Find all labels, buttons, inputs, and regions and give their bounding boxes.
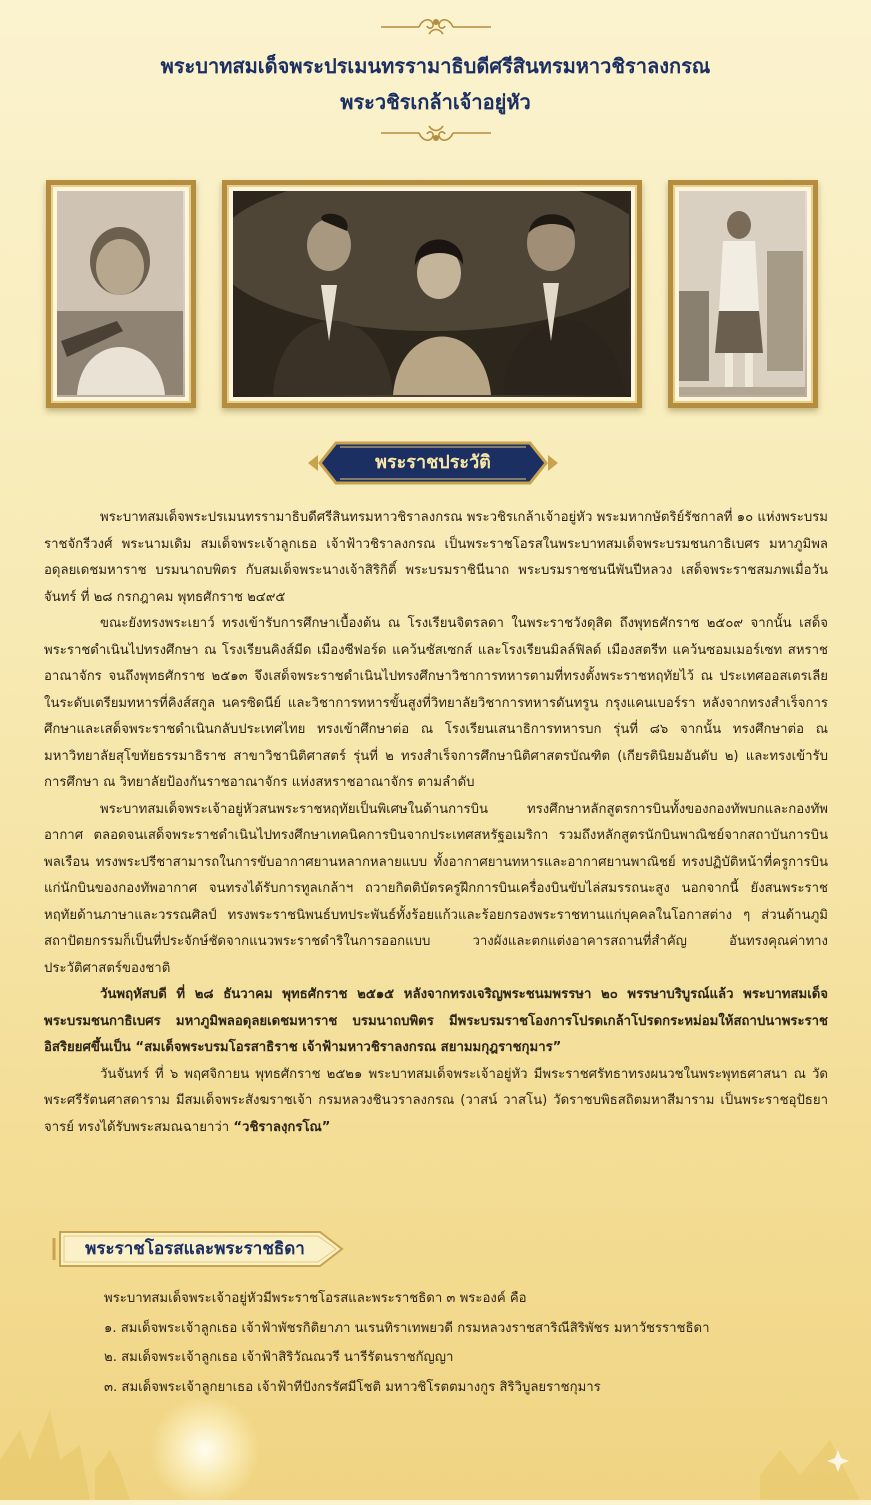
children-heading-label: พระราชโอรสและพระราชธิดา xyxy=(85,1239,305,1259)
paragraph-4-text: วันพฤหัสบดี ที่ ๒๘ ธันวาคม พุทธศักราช ๒๕๑๕ หลังจากทรงเจริญพระชนมพรรษา ๒๐ พรรษาบริบูรณ์แล้ว พระบาทสมเด็จพระบรมชนกาธิเบศร มหาภูมิพลอดุลยเดชมหาราช บรมนาถบพิตร มีพระบรมราชโองการโปรดเกล้าโปรดกระหม่อมให้สถาปนาพระราชอิสริยยศขึ้นเป็น xyxy=(44,987,828,1055)
section-heading-label: พระราชประวัติ xyxy=(375,452,491,473)
list-item: ๒. สมเด็จพระเจ้าลูกเธอ เจ้าฟ้าสิริวัณณวรี นารีรัตนราชกัญญา xyxy=(104,1350,454,1365)
children-intro: พระบาทสมเด็จพระเจ้าอยู่หัวมีพระราชโอรสและพระราชธิดา ๓ พระองค์ คือ xyxy=(104,1291,527,1306)
biography-paragraph-5 xyxy=(44,1062,828,1142)
list-item: ๓. สมเด็จพระเจ้าลูกยาเธอ เจ้าฟ้าทีปังกรรัศมีโชติ มหาวชิโรตตมางกูร สิริวิบูลยราชกุมาร xyxy=(104,1379,601,1395)
page-title-line1: พระบาทสมเด็จพระปรเมนทรรามาธิบดีศรีสินทรมหาวชิราลงกรณ xyxy=(160,54,711,78)
temple-silhouette-icon xyxy=(0,1390,871,1500)
children-list xyxy=(104,1284,824,1402)
photo-frame-childhood-portrait xyxy=(46,180,196,408)
page-title-line2: พระวชิรเกล้าเจ้าอยู่หัว xyxy=(340,90,531,114)
biography-paragraph-2: ขณะยังทรงพระเยาว์ ทรงเข้ารับการศึกษาเบื้องต้น ณ โรงเรียนจิตรลดา ในพระราชวังดุสิต ถึงพุทธศักราช ๒๕๐๙ จากนั้น เสด็จพระราชดำเนินไปทรงศึกษา ณ โรงเรียนคิงส์มีด เมืองซีฟอร์ด แคว้นซัสเซกส์ และโรงเรียนมิลล์ฟิลด์ เมืองสตรีท แคว้นซอมเมอร์เซท สหราชอาณาจักร จนถึงพุทธศักราช ๒๕๑๓ จึงเสด็จพระราชดำเนินไปทรงศึกษาวิชาการทหารตามที่ทรงตั้งพระราชหฤทัยไว้ ณ ประเทศออสเตรเลีย ในระดับเตรียมทหารที่คิงส์สกูล นครซิดนีย์ และวิชาการทหารขั้นสูงที่วิทยาลัยวิชาการทหารดันทรูน กรุงแคนเบอร์รา หลังจากทรงสำเร็จการศึกษาและเสด็จพระราชดำเนินกลับประเทศไทย ทรงเข้าศึกษาต่อ ณ โรงเรียนเสนาธิการทหารบก รุ่นที่ ๘๖ จากนั้น ทรงศึกษาต่อ ณ มหาวิทยาลัยสุโขทัยธรรมาธิราช สาขาวิชานิติศาสตร์ รุ่นที่ ๒ ทรงสำเร็จการศึกษานิติศาสตรบัณฑิต (เกียรตินิยมอันดับ ๒) และทรงเข้ารับการศึกษา ณ วิทยาลัยป้องกันราชอาณาจักร แห่งสหราชอาณาจักร ตามลำดับ xyxy=(44,616,828,790)
young-portrait-image xyxy=(679,191,807,397)
section-heading-biography xyxy=(306,438,560,488)
biography-paragraph-3: พระบาทสมเด็จพระเจ้าอยู่หัวสนพระราชหฤทัยเป็นพิเศษในด้านการบิน ทรงศึกษาหลักสูตรการบินทั้งของกองทัพบกและกองทัพอากาศ ตลอดจนเสด็จพระราชดำเนินไปทรงศึกษาเทคนิคการบินจากประเทศสหรัฐอเมริกา รวมถึงหลักสูตรนักบินพาณิชย์จากสถาบันการบินพลเรือน ทรงพระปรีชาสามารถในการขับอากาศยานหลากหลายแบบ ทั้งอากาศยานทหารและอากาศยานพาณิชย์ ทรงปฏิบัติหน้าที่ครูการบินแก่นักบินของกองทัพอากาศ จนทรงได้รับการทูลเกล้าฯ ถวายกิตติบัตรครูฝึกการบินเครื่องบินขับไล่สมรรถนะสูง นอกจากนี้ ยังสนพระราชหฤทัยด้านภาษาและวรรณศิลป์ ทรงพระราชนิพนธ์บทประพันธ์ทั้งร้อยแก้วและร้อยกรองพระราชทานแก่บุคคลในโอกาสต่าง ๆ ส่วนด้านภูมิสถาปัตยกรรมก็เป็นที่ประจักษ์ชัดจากแนวพระราชดำริในการออกแบบ วางผังและตกแต่งอาคารสถานที่สำคัญ อันทรงคุณค่าทางประวัติศาสตร์ของชาติ xyxy=(44,801,828,976)
monastic-name: “วชิราลงฺกรโณ” xyxy=(233,1119,331,1135)
photo-frame-royal-family xyxy=(222,180,642,408)
childhood-portrait-image xyxy=(57,191,185,397)
biography-paragraph-4 xyxy=(44,982,828,1062)
section-heading-children xyxy=(50,1228,350,1270)
paragraph-5-text: วันจันทร์ ที่ ๖ พฤศจิกายน พุทธศักราช ๒๕๒๑ พระบาทสมเด็จพระเจ้าอยู่หัว มีพระราชศรัทธาทรงผนวชในพระพุทธศาสนา ณ วัดพระศรีรัตนศาสดาราม มีสมเด็จพระสังฆราชเจ้า กรมหลวงชินวราลงกรณ (วาสน์ วาสโน) วัดราชบพิธสถิตมหาสีมาราม เป็นพระราชอุปัธยาจารย์ ทรงได้รับพระสมณฉายาว่า xyxy=(44,1066,828,1135)
list-item: ๑. สมเด็จพระเจ้าลูกเธอ เจ้าฟ้าพัชรกิติยาภา นเรนทิราเทพยวดี กรมหลวงราชสาริณีสิริพัชร มหาวัชรราชธิดา xyxy=(104,1320,710,1336)
biography-text xyxy=(44,505,828,1141)
biography-paragraph-1: พระบาทสมเด็จพระปรเมนทรรามาธิบดีศรีสินทรมหาวชิราลงกรณ พระวชิรเกล้าเจ้าอยู่หัว พระมหากษัตริย์รัชกาลที่ ๑๐ แห่งพระบรมราชจักรีวงศ์ พระนามเดิม สมเด็จพระเจ้าลูกเธอ เจ้าฟ้าวชิราลงกรณ เป็นพระราชโอรสในพระบาทสมเด็จพระบรมชนกาธิเบศร มหาภูมิพลอดุลยเดชมหาราช บรมนาถบพิตร กับสมเด็จพระนางเจ้าสิริกิติ์ พระบรมราชินีนาถ พระบรมราชชนนีพันปีหลวง เสด็จพระราชสมภพเมื่อวันจันทร์ ที่ ๒๘ กรกฎาคม พุทธศักราช ๒๔๙๕ xyxy=(44,510,828,605)
crown-prince-title: “สมเด็จพระบรมโอรสาธิราช เจ้าฟ้ามหาวชิราลงกรณ สยามมกุฎราชกุมาร” xyxy=(135,1040,562,1055)
royal-family-image xyxy=(233,191,631,397)
photo-frame-young-portrait xyxy=(668,180,818,408)
divider-ornament-icon xyxy=(371,120,501,146)
top-ornament-icon xyxy=(371,14,501,40)
